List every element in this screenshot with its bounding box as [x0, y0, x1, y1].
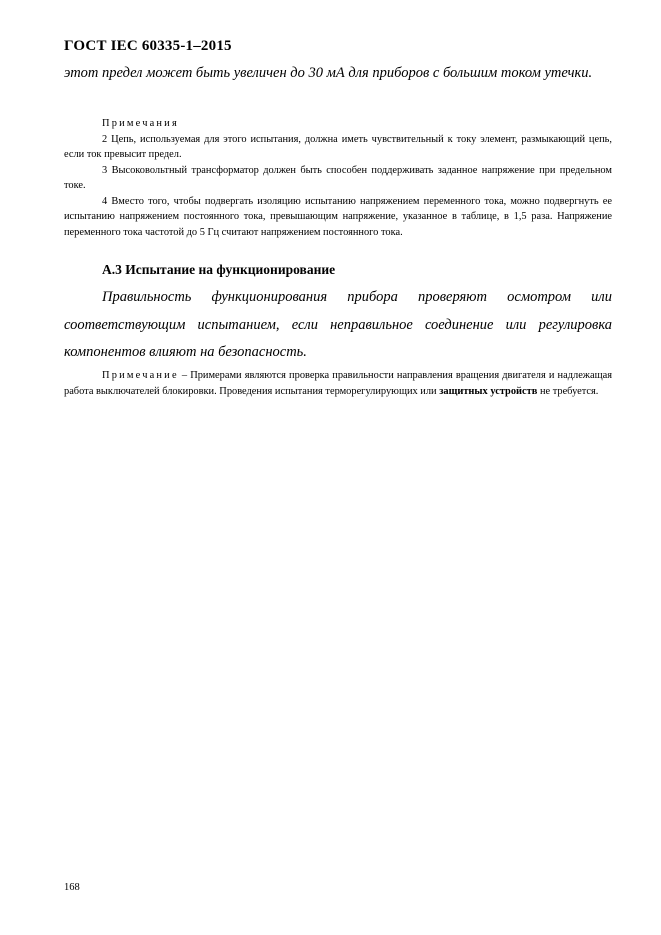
notes-block-1	[64, 116, 612, 240]
note-item-4: 4 Вместо того, чтобы подвергать изоляцию испытанию напряжением переменного тока, можно подвергнуть ее испытанию напряжением постоянного тока, превышающим напряжение, указанное в таблице, в 1,5 раза. Напряжение переменного тока частотой до 5 Гц считают напряжением постоянного тока.	[64, 195, 612, 238]
note-label: Примечание	[102, 370, 179, 381]
intro-paragraph: этот предел может быть увеличен до 30 мА для приборов с большим током утечки.	[64, 65, 593, 81]
section-heading: А.3 Испытание на функционирование	[102, 262, 336, 277]
document-code-header: ГОСТ IEC 60335-1–2015	[64, 38, 232, 54]
section-body-paragraph: Правильность функционирования прибора проверяют осмотром или соответствующим испытанием, если неправильное соединение или регулировка компонентов влияют на безопасность.	[64, 289, 612, 360]
note-text-after: не требуется.	[537, 385, 599, 397]
page-number: 168	[64, 882, 80, 893]
notes-label-text: Примечания	[102, 118, 179, 129]
note-item-2: 2 Цепь, используемая для этого испытания, должна иметь чувствительный к току элемент, размыкающий цепь, если ток превысит предел.	[64, 133, 612, 160]
note-paragraph	[64, 368, 612, 399]
note-item-3: 3 Высоковольтный трансформатор должен быть способен поддерживать заданное напряжение при предельном токе.	[64, 164, 612, 191]
note-text-before: – Примерами являются проверка правильности направления вращения двигателя и надлежащая работа выключателей блокировки. Проведения испытания терморегулирующих или	[64, 370, 612, 397]
note-bold-term: защитных устройств	[439, 385, 538, 397]
notes-label	[64, 116, 612, 132]
notes-block-2	[64, 368, 612, 399]
